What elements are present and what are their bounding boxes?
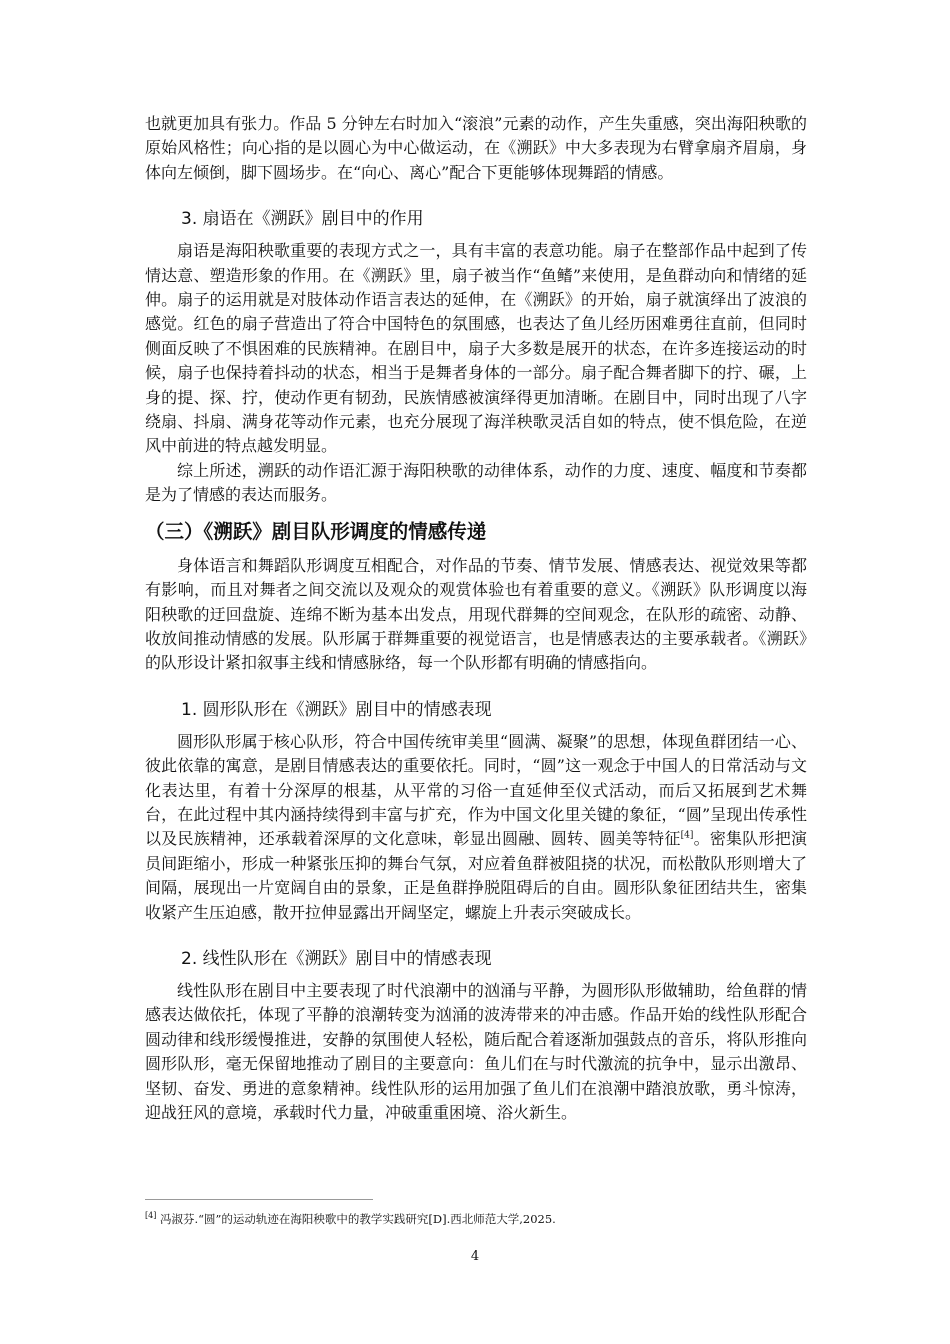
paragraph-fan-2: 综上所述，溯跃的动作语汇源于海阳秧歌的动律体系，动作的力度、速度、幅度和节奏都是为了情感的表达而服务。 <box>145 460 807 505</box>
footnote-text: 冯淑芬.“圆”的运动轨迹在海阳秧歌中的教学实践研究[D].西北师范大学,2025. <box>160 1212 556 1226</box>
page-number: 4 <box>470 1249 480 1264</box>
paragraph-formation-intro: 身体语言和舞蹈队形调度互相配合，对作品的节奏、情节发展、情感表达、视觉效果等都有影响，而且对舞者之间交流以及观众的观赏体验也有着重要的意义。《溯跃》队形调度以海阳秧歌的迂回盘旋、连绵不断为基本出发点，用现代群舞的空间观念，在队形的疏密、动静、收放间推动情感的发展。队形属于群舞重要的视觉语言，也是情感表达的主要承载者。《溯跃》的队形设计紧扣叙事主线和情感脉络，每一个队形都有明确的情感指向。 <box>145 555 807 673</box>
paragraph-fan-1: 扇语是海阳秧歌重要的表现方式之一，具有丰富的表意功能。扇子在整部作品中起到了传情达意、塑造形象的作用。在《溯跃》里，扇子被当作“鱼鳍”来使用，是鱼群动向和情绪的延伸。扇子的运用就是对肢体动作语言表达的延伸，在《溯跃》的开始，扇子就演绎出了波浪的感觉。红色的扇子营造出了符合中国特色的氛围感，也表达了鱼儿经历困难勇往直前，但同时侧面反映了不惧困难的民族精神。在剧目中，扇子大多数是展开的状态，在许多连接运动的时候，扇子也保持着抖动的状态，相当于是舞者身体的一部分。扇子配合舞者脚下的拧、碾，上身的提、探、拧，使动作更有韧劲，民族情感被演绎得更加清晰。在剧目中，同时出现了八字绕扇、抖扇、满身花等动作元素，也充分展现了海洋秧歌灵活自如的特点，使不惧危险，在逆风中前进的特点越发明显。 <box>145 241 807 456</box>
paragraph-line-formation: 线性队形在剧目中主要表现了时代浪潮中的汹涌与平静，为圆形队形做辅助，给鱼群的情感表达做依托，体现了平静的浪潮转变为汹涌的波涛带来的冲击感。作品开始的线性队形配合圆动律和线形缓慢推进，安静的氛围使人轻松，随后配合着逐渐加强鼓点的音乐，将队形推向圆形队形，毫无保留地推动了剧目的主要意向：鱼儿们在与时代激流的抗争中，显示出激昂、坚韧、奋发、勇进的意象精神。线性队形的运用加强了鱼儿们在浪潮中踏浪放歌，勇斗惊涛，迎战狂风的意境，承载时代力量，冲破重重困境、浴火新生。 <box>145 980 807 1122</box>
page-body <box>145 112 807 1125</box>
subheading-fan-language: 3. 扇语在《溯跃》剧目中的作用 <box>181 209 424 230</box>
footnote-marker: [4] <box>145 1211 157 1221</box>
footnote-divider <box>145 1199 373 1200</box>
subheading-circle-formation: 1. 圆形队形在《溯跃》剧目中的情感表现 <box>181 699 492 720</box>
citation-marker[interactable]: [4] <box>680 831 694 842</box>
paragraph-circle-text-a: 圆形队形属于核心队形，符合中国传统审美里“圆满、凝聚”的思想，体现鱼群团结一心、彼此依靠的寓意，是剧目情感表达的重要依托。同时，“圆”这一观念于中国人的日常活动与文化表达里，有着十分深厚的根基，从平常的习俗一直延伸至仪式活动，而后又拓展到艺术舞台，在此过程中其内涵持续得到丰富与扩充，作为中国文化里关键的象征，“圆”呈现出传承性以及民族精神，还承载着深厚的文化意味，彰显出圆融、圆转、圆美等特征 <box>145 731 807 849</box>
paragraph-continuation: 也就更加具有张力。作品 5 分钟左右时加入“滚浪”元素的动作，产生失重感，突出海阳秧歌的原始风格性；向心指的是以圆心为中心做运动，在《溯跃》中大多表现为右臂拿扇齐眉扇，身体向左倾倒，脚下圆场步。在“向心、离心”配合下更能够体现舞蹈的情感。 <box>145 114 807 182</box>
footnote <box>145 1211 845 1227</box>
subheading-line-formation: 2. 线性队形在《溯跃》剧目中的情感表现 <box>181 948 492 969</box>
section-heading-formation: （三）《溯跃》剧目队形调度的情感传递 <box>145 519 487 543</box>
paragraph-circle-formation <box>145 730 807 925</box>
paragraph-circle-text-b: 。密集队形把演员间距缩小，形成一种紧张压抑的舞台气氛，对应着鱼群被阻挠的状况，而松散队形则增大了间隔，展现出一片宽阔自由的景象，正是鱼群挣脱阻碍后的自由。圆形队象征团结共生，密集收紧产生压迫感，散开拉伸显露出开阔坚定，螺旋上升表示突破成长。 <box>145 829 807 922</box>
